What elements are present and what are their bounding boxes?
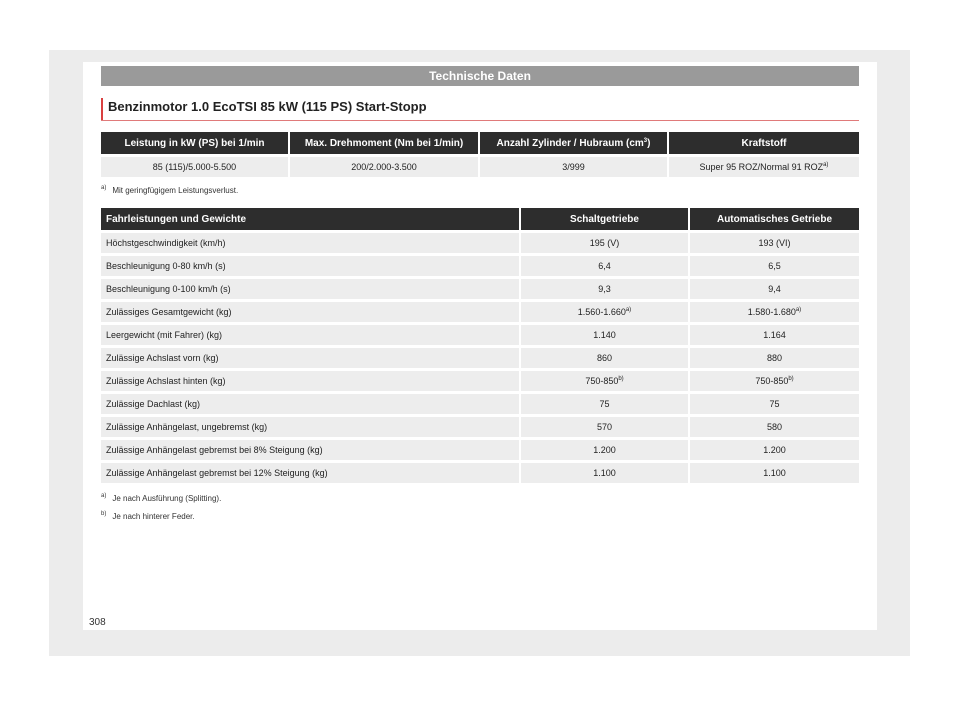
row-label-text: Zulässige Anhängelast gebremst bei 12% Steigung (kg) (106, 468, 328, 478)
row-label (101, 368, 521, 391)
row-label (101, 230, 521, 253)
row-manual (521, 437, 690, 460)
section-header: Technische Daten (101, 66, 859, 86)
row-automatic (690, 230, 859, 253)
row-label (101, 460, 521, 483)
row-label (101, 437, 521, 460)
row-label-text: Leergewicht (mit Fahrer) (kg) (106, 330, 223, 340)
header-performance: Fahrleistungen und Gewichte (101, 208, 521, 230)
row-label-text: Zulässige Anhängelast gebremst bei 8% Steigung (kg) (106, 445, 323, 455)
row-manual (521, 460, 690, 483)
footnote-a (101, 494, 221, 503)
table-row (101, 230, 859, 253)
footnote-text: Mit geringfügigem Leistungsverlust. (112, 186, 239, 195)
performance-table (101, 208, 859, 483)
row-automatic (690, 345, 859, 368)
row-manual-sup: a) (625, 307, 632, 313)
row-manual-text: 750-850 (585, 376, 619, 386)
row-manual (521, 414, 690, 437)
row-manual (521, 391, 690, 414)
header-manual: Schaltgetriebe (521, 208, 690, 230)
row-manual-text: 75 (599, 399, 610, 409)
row-manual-text: 6,4 (598, 261, 611, 271)
row-automatic-text: 750-850 (755, 376, 789, 386)
row-label (101, 253, 521, 276)
row-label-text: Zulässige Achslast vorn (kg) (106, 353, 219, 363)
row-automatic-text: 9,4 (768, 284, 781, 294)
table-row (101, 391, 859, 414)
footnote-mark: a) (101, 493, 107, 499)
row-manual (521, 299, 690, 322)
title-bar (101, 98, 859, 121)
row-manual (521, 253, 690, 276)
engine-table (101, 132, 859, 177)
row-automatic-text: 193 (VI) (758, 238, 791, 248)
row-automatic-sup: b) (788, 376, 794, 382)
row-automatic-text: 880 (766, 353, 783, 363)
row-manual-text: 860 (596, 353, 613, 363)
row-manual (521, 322, 690, 345)
cell-fuel (669, 154, 859, 177)
header-power: Leistung in kW (PS) bei 1/min (101, 132, 290, 154)
table-row (101, 253, 859, 276)
cell-power: 85 (115)/5.000-5.500 (101, 154, 290, 177)
row-label (101, 299, 521, 322)
table-row (101, 437, 859, 460)
table-row (101, 299, 859, 322)
row-automatic-text: 580 (766, 422, 783, 432)
row-automatic-text: 6,5 (768, 261, 781, 271)
footnote-engine (101, 186, 238, 195)
row-manual-text: 195 (V) (589, 238, 620, 248)
row-manual-text: 9,3 (598, 284, 611, 294)
table-row (101, 414, 859, 437)
row-automatic (690, 460, 859, 483)
row-manual (521, 230, 690, 253)
header-automatic: Automatisches Getriebe (690, 208, 859, 230)
header-torque: Max. Drehmoment (Nm bei 1/min) (290, 132, 480, 154)
row-manual-text: 1.560-1.660 (577, 307, 626, 317)
footnote-mark: b) (101, 511, 107, 517)
table-row (101, 345, 859, 368)
row-automatic-text: 1.580-1.680 (747, 307, 796, 317)
footnote-text: Je nach Ausführung (Splitting). (112, 494, 222, 503)
row-manual (521, 368, 690, 391)
table-row (101, 368, 859, 391)
row-automatic (690, 368, 859, 391)
row-label-text: Zulässige Achslast hinten (kg) (106, 376, 226, 386)
row-automatic-text: 75 (769, 399, 780, 409)
table-row (101, 276, 859, 299)
row-manual-text: 1.200 (593, 445, 616, 455)
page-number: 308 (89, 617, 106, 628)
row-manual (521, 276, 690, 299)
row-automatic (690, 299, 859, 322)
title-accent (101, 98, 103, 120)
row-automatic-text: 1.164 (763, 330, 786, 340)
header-cylinders-sup: 3 (643, 137, 648, 144)
page-title: Benzinmotor 1.0 EcoTSI 85 kW (115 PS) Start-Stopp (108, 99, 427, 114)
table-row (101, 322, 859, 345)
cell-fuel-text: Super 95 ROZ/Normal 91 ROZ (699, 162, 824, 172)
engine-header-row (101, 132, 859, 154)
footnote-mark: a) (101, 185, 107, 191)
row-manual-text: 1.140 (593, 330, 616, 340)
table-row (101, 460, 859, 483)
row-automatic (690, 322, 859, 345)
row-label-text: Zulässiges Gesamtgewicht (kg) (106, 307, 232, 317)
cell-torque: 200/2.000-3.500 (290, 154, 480, 177)
perf-header-row (101, 208, 859, 230)
engine-data-row (101, 154, 859, 177)
row-label-text: Zulässige Anhängelast, ungebremst (kg) (106, 422, 268, 432)
row-manual (521, 345, 690, 368)
row-label (101, 276, 521, 299)
footnote-b (101, 512, 195, 521)
row-automatic-text: 1.200 (763, 445, 786, 455)
row-label (101, 345, 521, 368)
row-label-text: Beschleunigung 0-100 km/h (s) (106, 284, 231, 294)
header-cylinders (480, 132, 669, 154)
header-cylinders-text: Anzahl Zylinder / Hubraum (cm (496, 137, 644, 149)
cell-fuel-sup: a) (823, 162, 829, 168)
row-label-text: Zulässige Dachlast (kg) (106, 399, 201, 409)
row-automatic (690, 437, 859, 460)
row-label (101, 322, 521, 345)
row-automatic-sup: a) (795, 307, 802, 313)
row-automatic (690, 391, 859, 414)
footnote-text: Je nach hinterer Feder. (112, 512, 195, 521)
header-fuel: Kraftstoff (669, 132, 859, 154)
row-label-text: Höchstgeschwindigkeit (km/h) (106, 238, 226, 248)
row-manual-sup: b) (618, 376, 624, 382)
row-label-text: Beschleunigung 0-80 km/h (s) (106, 261, 226, 271)
row-automatic (690, 253, 859, 276)
row-label (101, 414, 521, 437)
row-label (101, 391, 521, 414)
row-automatic (690, 276, 859, 299)
row-manual-text: 1.100 (593, 468, 616, 478)
row-manual-text: 570 (596, 422, 613, 432)
row-automatic-text: 1.100 (763, 468, 786, 478)
header-cylinders-close: ) (647, 137, 651, 149)
row-automatic (690, 414, 859, 437)
cell-cylinders: 3/999 (480, 154, 669, 177)
